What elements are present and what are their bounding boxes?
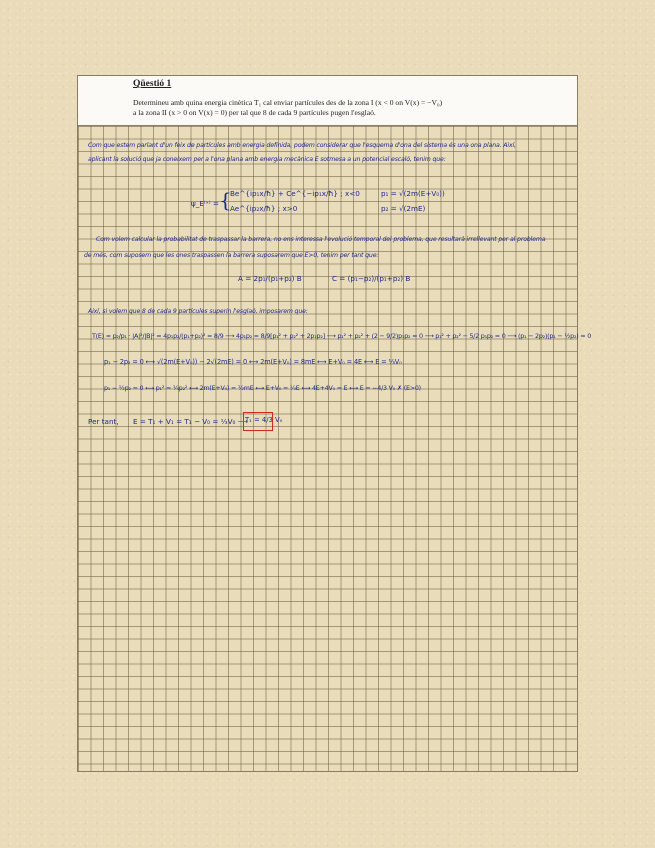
grid-paper-sheet [77, 75, 592, 772]
case-1-equation: p₁ − 2p₂ = 0 ⟷ √(2m(E+V₀)) − 2√(2mE) = 0 ⟷ 2m(E+V₀) = 8mE ⟷ E+V₀ = 4E ⟷ E = ⅓V₀ [104, 358, 402, 366]
psi-case-right: Ae^{ip₂x/ħ} ; x>0 [230, 204, 298, 213]
amplitude-A: A = 2p₁/(p₁+p₂) B [238, 274, 302, 283]
solution-paragraph-2-line-2: de més, com suposem que les ones traspassen la barrera suposarem que E>0, tenim per tant que: [84, 252, 379, 259]
solution-paragraph-2-line-1: Com volem calcular la probabilitat de traspassar la barrera, no ens interessa l'evolució temporal del problema, que resultarà irrellevant per al problema [96, 236, 546, 243]
p1-definition: p₁ = √(2m(E+V₀)) [381, 189, 445, 198]
amplitude-C: C = (p₁−p₂)/(p₁+p₂) B [332, 274, 411, 283]
solution-paragraph-1-line-1: Com que estem parlant d'un feix de partícules amb energia definida, podem considerar que l'esquema d'ona del sistema és una ona plana. Així, [88, 142, 516, 149]
solution-paragraph-3: Així, si volem que 8 de cada 9 partícules superin l'esglaó, imposarem que: [88, 308, 308, 315]
final-equation: E = T₁ + V₁ = T₁ − V₀ = ⅓V₀ ⟶ [133, 417, 248, 426]
question-header [78, 76, 577, 126]
final-answer: T₁ = 4/3 V₀ [245, 416, 283, 424]
question-statement [133, 98, 563, 118]
case-brace: { [219, 188, 232, 212]
question-line-1: Determineu amb quina energia cinètica T₁ cal enviar partícules des de la zona I (x < 0 on V(x) = −V₀) [133, 98, 443, 107]
p2-definition: p₂ = √(2mE) [381, 204, 426, 213]
case-2-equation: p₁ − ½p₂ = 0 ⟷ p₁² = ¼p₂² ⟷ 2m(E+V₀) = ½mE ⟷ E+V₀ = ¼E ⟷ 4E+4V₀ = E ⟷ E = −4/3 V₀ ✗ (E>0) [104, 385, 421, 392]
psi-case-left: Be^{ip₁x/ħ} + Ce^{−ip₁x/ħ} ; x<0 [230, 189, 360, 198]
final-lead: Per tant, [88, 417, 119, 426]
transmission-equation: T(E) = p₂/p₁ · |A|²/|B|² = 4p₁p₂/(p₁+p₂)² = 8/9 ⟶ 4p₁p₂ = 8/9[p₁² + p₂² + 2p₁p₂] ⟶ p₁² + p₂² + (2 − 9/2)p₁p₂ = 0 ⟶ p₁² + p₂² − 5/2 p₁p₂ = 0 ⟶ (p₁ − 2p₂)(p₁ − ½p₂) = 0 [92, 332, 592, 340]
question-title: Qüestió 1 [133, 79, 172, 89]
solution-paragraph-1-line-2: aplicant la solució que ja coneixem per a l'ona plana amb energia mecànica E sotmesa a un potencial escaló, tenim que: [88, 156, 446, 163]
question-line-2: a la zona II (x > 0 on V(x) = 0) per tal que 8 de cada 9 partícules pugen l'esglaó. [133, 108, 376, 117]
psi-lhs: ψ_E⁽ˣ⁾ = [191, 199, 219, 208]
